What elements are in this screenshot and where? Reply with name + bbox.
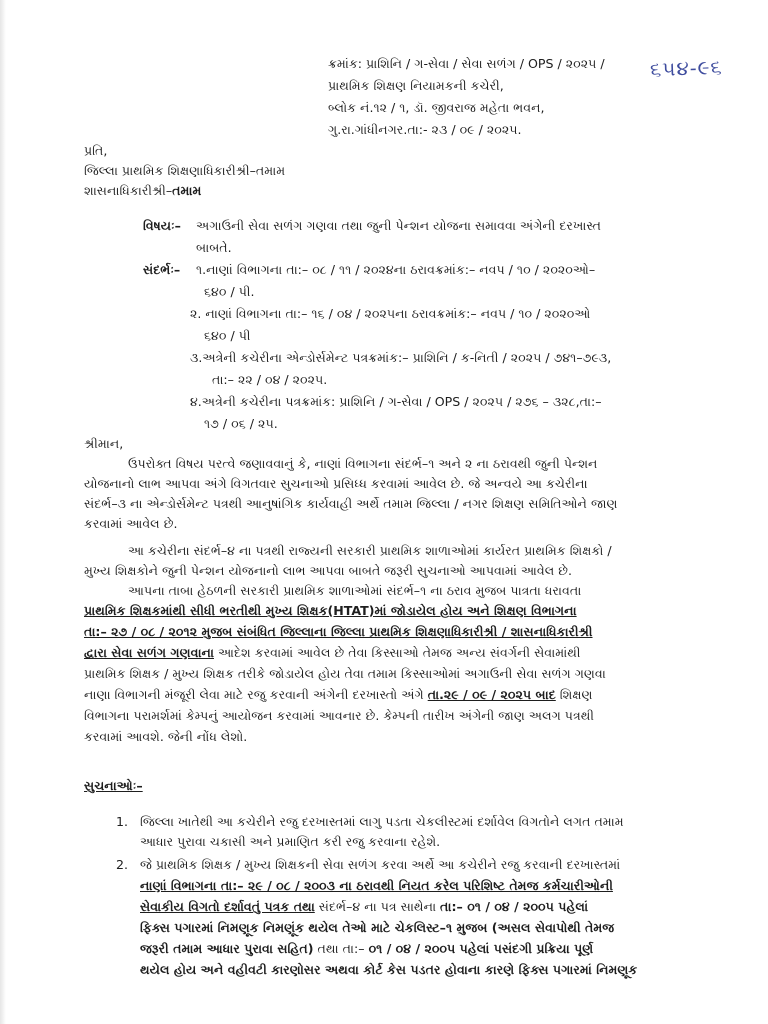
office-name: પ્રાથમિક શિક્ષણ નિયામકની કચેરી, [328,78,504,93]
instruction-2-line-bold: નાણાં વિભાગના તા:– ૨૯ / ૦૮ / ૨૦૦૩ ના ઠરાવથી નિયત કરેલ પરિશિષ્ટ તેમજ કર્મચારીઓની [140,878,613,893]
paragraph-1-line: સંદર્ભ–૩ ના એન્ડોર્સમેન્ટ પત્રથી આનુષાંગિક કાર્યવાહી અર્થે તમામ જિલ્લા / નગર શિક્ષણ સમિતિઓને જાણ [84,496,618,511]
recipient-line-1: જિલ્લા પ્રાથમિક શિક્ષણાધિકારીશ્રી–તમામ [84,163,286,178]
instruction-number: 2. [116,857,129,872]
paragraph-1-line: ઉપરોક્ત વિષય પરત્વે જણાવવાનું કે, નાણાં વિભાગના સંદર્ભ–૧ અને ૨ ના ઠરાવથી જુની પેન્શન [128,456,598,471]
instruction-number: 1. [116,814,129,829]
paragraph-1-line: યોજનાનો લાભ આપવા અંગે વિગતવાર સુચનાઓ પ્રસિધ્ધ કરવામાં આવેલ છે. જે અન્વયે આ કચેરીના [84,476,588,491]
recipient-line-2: શાસનાધિકારીશ્રી–તમામ [84,183,202,198]
references-label: સંદર્ભઃ– [143,262,181,277]
instruction-2-line: જરૂરી તમામ આધાર પુરાવા સહિત) તથા તા:– ૦૧ / ૦૪ / ૨૦૦૫ પહેલાં પસંદગી પ્રક્રિયા પૂર્ણ [140,941,594,956]
recipient-prati: પ્રતિ, [84,143,108,158]
paragraph-2-line: આ કચેરીના સંદર્ભ–૪ ના પત્રથી રાજ્યની સરકારી પ્રાથમિક શાળાઓમાં કાર્યરત પ્રાથમિક શિક્ષકો / [128,543,612,558]
instruction-2-line: સેવાકીય વિગતો દર્શાવતું પત્રક તથા સંદર્ભ–૪ ના પત્ર સાથેના તા:– ૦૧ / ૦૪ / ૨૦૦૫ પહેલાં [140,899,589,914]
reference-number-line: ક્રમાંક: પ્રાશિનિ / ગ-સેવા / સેવા સળંગ / OPS / ૨૦૨૫ / [328,56,605,71]
reference-item: ૧.નાણાં વિભાગના તા:– ૦૮ / ૧૧ / ૨૦૨૪ના ઠરાવક્રમાંક:– નવપ / ૧૦ / ૨૦૨૦ઓ– [196,262,596,277]
place-date: ગુ.રા.ગાંધીનગર.તા:- ૨૩ / ૦૯ / ૨૦૨૫. [328,122,522,137]
reference-item: ૨. નાણાં વિભાગના તા:– ૧૬ / ૦૪ / ૨૦૨૫ના ઠરાવક્રમાંક:– નવપ / ૧૦ / ૨૦૨૦ઓ [190,306,591,321]
handwritten-inward-number: ૬૫૪-૯૬ [649,54,723,82]
paragraph-3-line: કરવામાં આવશે. જેની નોંધ લેશો. [84,729,248,744]
paragraph-3-line: વિભાગના પરામર્શમાં કેમ્પનું આયોજન કરવામાં આવનાર છે. કેમ્પની તારીખ અંગેની જાણ અલગ પત્રથી [84,708,594,723]
instruction-2-line-bold: ફિક્સ પગારમાં નિમણૂક નિમણૂંક થયેલ તેઓ માટે ચેકલિસ્ટ–૧ મુજબ (અસલ સેવાપોથી તેમજ [140,920,615,935]
instructions-heading: સુચનાઓઃ– [84,778,143,793]
salutation: શ્રીમાન, [84,436,124,451]
reference-item: ૪.અત્રેની કચેરીના પત્રક્રમાંક: પ્રાશિનિ / ગ-સેવા / OPS / ૨૦૨૫ / ૨૭૬ – ૩૨૮,તા:– [190,394,602,409]
paragraph-3-line: પ્રાથમિક શિક્ષક / મુખ્ય શિક્ષક તરીકે જોડાયેલ હોય તેવા તમામ કિસ્સાઓમાં અગાઉની સેવા સળંગ ગણવા [84,666,606,681]
instruction-2-line-bold: થયેલ હોય અને વહીવટી કારણોસર અથવા કોર્ટ કેસ પડતર હોવાના કારણે ફિક્સ પગારમાં નિમણૂક [140,962,638,977]
subject-label: વિષયઃ– [143,218,181,233]
reference-item: ૬૪૦ / પી [204,328,251,343]
subject-line-1: અગાઉની સેવા સળંગ ગણવા તથા જુની પેન્શન યોજના સમાવવા અંગેની દરખાસ્ત [196,218,601,233]
paragraph-2-line: મુખ્ય શિક્ષકોને જુની પેન્શન યોજનાનો લાભ આપવા બાબતે જરૂરી સુચનાઓ આપવામાં આવેલ છે. [84,563,573,578]
paragraph-3-line-bold: તા:– ૨૭ / ૦૮ / ૨૦૧૨ મુજબ સંબંધિત જિલ્લાના જિલ્લા પ્રાથમિક શિક્ષણાધિકારીશ્રી / શાસનાધિકારીશ્રી [84,624,593,639]
subject-line-2: બાબતે. [196,240,232,255]
instruction-1-line: આધાર પુરાવા ચકાસી અને પ્રમાણિત કરી રજુ કરવાના રહેશે. [140,834,441,849]
paragraph-1-line: કરવામાં આવેલ છે. [84,516,178,531]
paragraph-3-line-bold: પ્રાથમિક શિક્ષકમાંથી સીધી ભરતીથી મુખ્ય શિક્ષક(HTAT)માં જોડાયેલ હોય અને શિક્ષણ વિભાગના [84,603,577,618]
scan-edge [0,0,6,1024]
reference-item: તા:– ૨૨ / ૦૪ / ૨૦૨૫. [212,372,328,387]
paragraph-3-line: આપના તાબા હેઠળની સરકારી પ્રાથમિક શાળાઓમાં સંદર્ભ–૧ ના ઠરાવ મુજબ પાત્રતા ધરાવતા [128,583,582,598]
instruction-1-line: જિલ્લા ખાતેથી આ કચેરીને રજુ દરખાસ્તમાં લાગુ પડતા ચેકલીસ્ટમાં દર્શાવેલ વિગતોને લગત તમામ [140,814,624,829]
instruction-2-line: જે પ્રાથમિક શિક્ષક / મુખ્ય શિક્ષકની સેવા સળંગ કરવા અર્થે આ કચેરીને રજુ કરવાની દરખાસ્તમાં [140,857,621,872]
reference-item: ૬૪૦ / પી. [204,284,255,299]
office-address: બ્લોક નં.૧૨ / ૧, ડૉ. જીવરાજ મહેતા ભવન, [328,100,545,115]
paragraph-3-line: નાણા વિભાગની મંજૂરી લેવા માટે રજુ કરવાની અંગેની દરખાસ્તો અંગે તા.૨૯ / ૦૯ / ૨૦૨૫ બાદ શિક્ષણ [84,687,593,702]
reference-item: ૩.અત્રેની કચેરીના એન્ડોર્સમેન્ટ પત્રક્રમાંક:– પ્રાશિનિ / ક-નિતી / ૨૦૨૫ / ૭૪૧–૭૯૩, [190,350,612,365]
paragraph-3-line: દ્વારા સેવા સળંગ ગણવાના આદેશ કરવામાં આવેલ છે તેવા કિસ્સાઓ તેમજ અન્ય સંવર્ગની સેવામાંથી [84,645,581,660]
reference-item: ૧૭ / ૦૬ / ૨૫. [204,416,278,431]
